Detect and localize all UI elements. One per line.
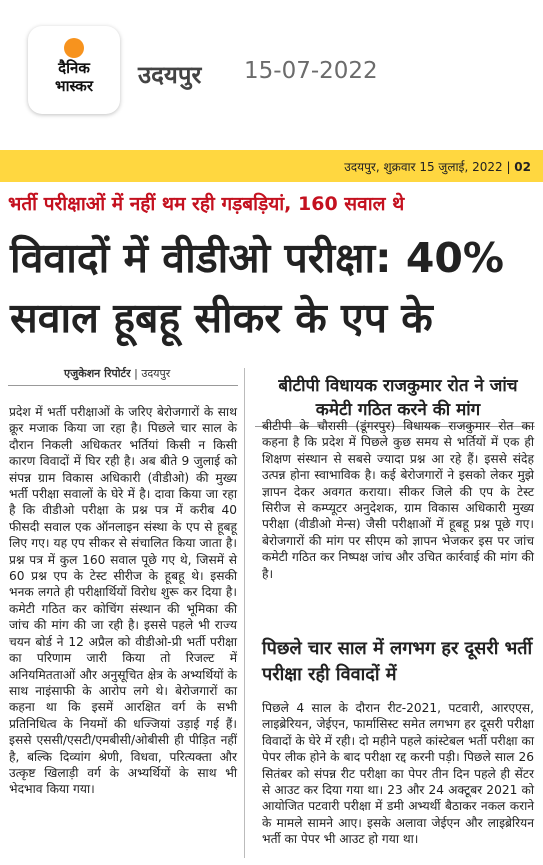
column-divider xyxy=(244,368,245,858)
article-body-right-2: पिछले 4 साल के दौरान रीट-2021, पटवारी, आरएएस, लाइब्रेरियन, जेईएन, फार्मासिस्ट समेत लगभग हर दूसरी परीक्षा विवादों के घेरे में रही। दो महीने पहले कांस्टेबल भर्ती परीक्षा का पेपर लीक होने के बाद परीक्षा रद्द करनी पड़ी। पिछले साल 26 सितंबर को संपन्न रीट परीक्षा का पेपर तीन दिन पहले ही सेंटर से आउट कर दिया गया था। 23 और 24 अक्टूबर 2021 को आयोजित पटवारी परीक्षा में डमी अभ्यर्थी बैठाकर नकल कराने के मामले सामने आए। इसके अलावा जेईएन और लाइब्रेरियन भर्ती का पेपर भी आउट हो गया था। xyxy=(262,701,534,847)
app-header xyxy=(0,0,543,150)
article-headline: विवादों में वीडीओ परीक्षा: 40% सवाल हूबहू सीकर के एप के xyxy=(10,234,504,342)
divider xyxy=(8,385,238,386)
paper-dateline-bar xyxy=(0,150,543,182)
logo-line2: भास्कर xyxy=(55,77,93,95)
dainik-bhaskar-logo[interactable] xyxy=(28,26,120,114)
byline-place: उदयपुर xyxy=(141,367,171,380)
article-body-right: बीटीपी के चौरासी (डूंगरपुर) विधायक राजकुमार रोत का कहना है कि प्रदेश में पिछले कुछ समय से भर्तियों में एक ही शिक्षण संस्थान से सबसे ज्यादा प्रश्न आ रहे हैं। इससे संदेह उत्पन्न होना स्वाभाविक है। कई बेरोजगारों ने इसको लेकर मुझे ज्ञापन देकर अवगत कराया। सीकर जिले की एप के टेस्ट सिरीज से कम्प्यूटर अनुदेशक, ग्राम विकास अधिकारी मुख्य परीक्षा (वीडीओ मेन्स) जैसी परीक्षाओं में हूबहू प्रश्न पूछे गए। बेरोजगारों की मांग पर सीएम को ज्ञापन भेजकर इस पर जांच कमेटी गठित कर निष्पक्ष जांच और उचित कार्रवाई की मांग की है। xyxy=(262,419,534,581)
subhead-btp: बीटीपी विधायक राजकुमार रोत ने जांच कमेटी गठित करने की मांग xyxy=(278,376,518,420)
byline-source: एजुकेशन रिपोर्टर xyxy=(64,367,131,380)
edition-date: 15-07-2022 xyxy=(244,58,378,84)
article-body-left: प्रदेश में भर्ती परीक्षाओं के जरिए बेरोजगारों के साथ क्रूर मजाक किया जा रहा है। पिछले चार साल के दौरान निकली अधिकतर भर्तियां किसी न किसी कारण विवादों में घिर रही है। अब बीते 9 जुलाई को संपन्न ग्राम विकास अधिकारी (वीडीओ) की मुख्य भर्ती परीक्षा सवालों के घेरे में है। दावा किया जा रहा है कि वीडीओ परीक्षा के प्रश्न पत्र में करीब 40 फीसदी सवाल एक ऑनलाइन संस्था के एप से हूबहू लिए गए। यह एप सीकर से संचालित किया जाता है। प्रश्न पत्र में कुल 160 सवाल पूछे गए थे, जिसमें से 60 प्रश्न एप के टेस्ट सीरीज के हूबहू थे। इसकी भनक लगते ही परीक्षार्थियों विरोध शुरू कर दिया है। कमेटी गठित कर कोचिंग संस्थान की भूमिका की जांच की मांग की जा रही है। इससे पहले भी राज्य चयन बोर्ड ने 12 अप्रैल को वीडीओ-प्री भर्ती परीक्षा का परिणाम जारी किया तो रिजल्ट में अनियमितताओं और अनुसूचित क्षेत्र के अभ्यर्थियों के साथ नाइंसाफी के आरोप लगे थे। बेरोजगारों का कहना था कि इसमें आरक्षित वर्ग के सभी प्रतिनिधित्व के नियमों की धज्जियां उड़ाई गई हैं। इससे एससी/एसटी/एमबीसी/ओबीसी ही पीड़ित नहीं है, बल्कि दिव्यांग श्रेणी, विधवा, परित्यक्ता और उत्कृष्ट खिलाड़ी वर्ग के अभ्यर्थियों के साथ भी भेदभाव किया गया। xyxy=(9,405,237,797)
dateline-text: उदयपुर, शुक्रवार 15 जुलाई, 2022 xyxy=(344,160,503,174)
subhead-controversies: पिछले चार साल में लगभग हर दूसरी भर्ती परीक्षा रही विवादों में xyxy=(262,638,533,685)
sun-icon xyxy=(64,38,84,58)
page-number: 02 xyxy=(514,160,531,174)
byline: एजुकेशन रिपोर्टर | उदयपुर xyxy=(64,367,171,380)
edition-city: उदयपुर xyxy=(138,61,202,89)
article-kicker: भर्ती परीक्षाओं में नहीं थम रही गड़बड़ियां, 160 सवाल थे xyxy=(8,193,405,215)
logo-line1: दैनिक xyxy=(58,59,90,77)
dateline: उदयपुर, शुक्रवार 15 जुलाई, 2022 | 02 xyxy=(344,160,531,174)
